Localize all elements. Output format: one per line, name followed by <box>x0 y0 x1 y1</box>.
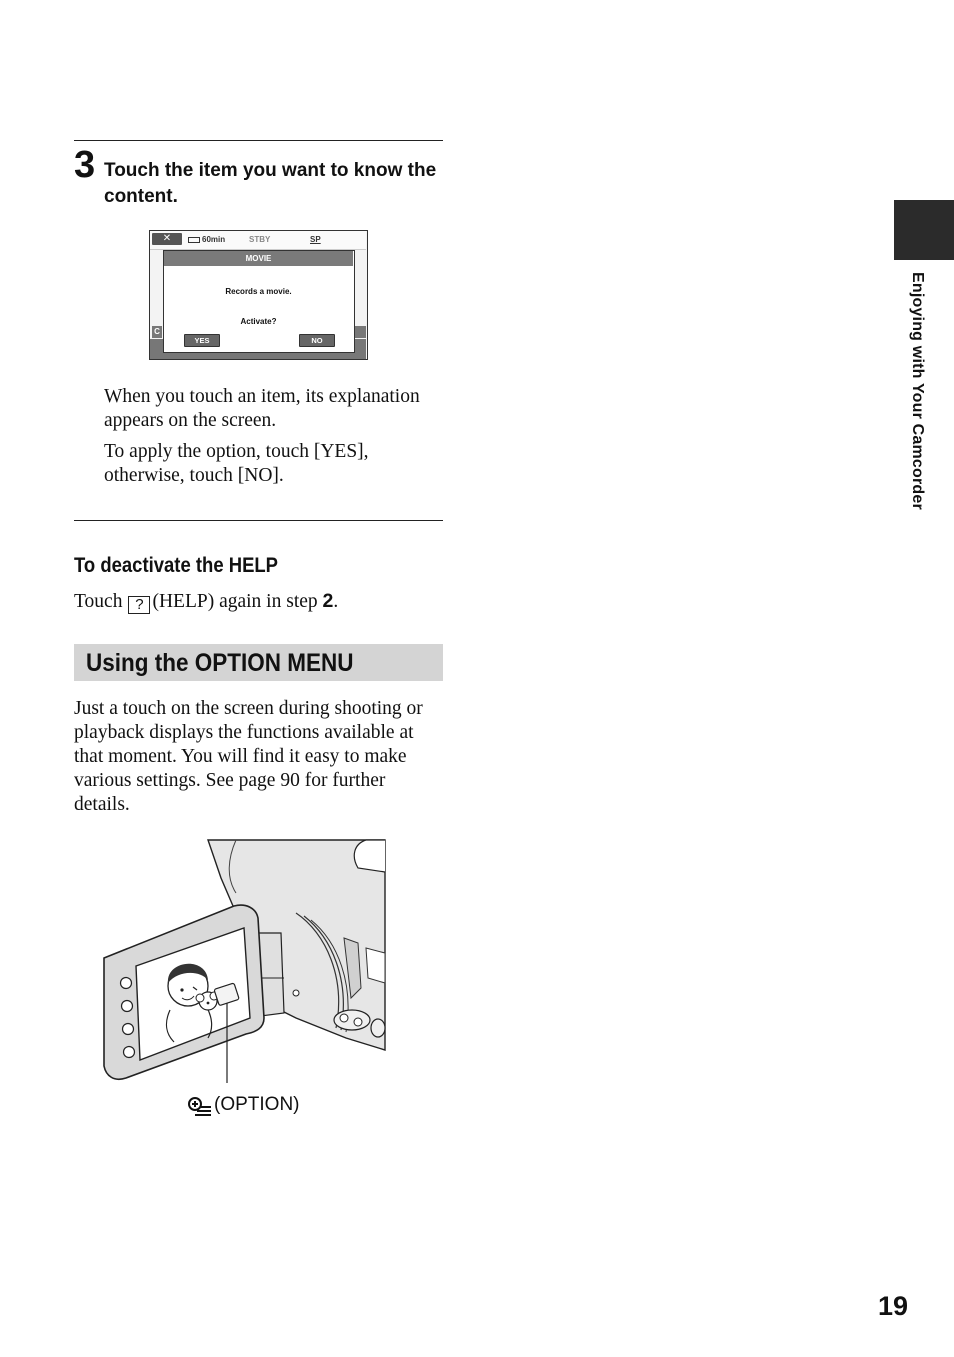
no-button: NO <box>299 334 335 347</box>
quality-indicator: SP <box>310 235 321 244</box>
section-header-band <box>74 644 443 681</box>
dialog-title: MOVIE <box>164 251 353 266</box>
section-divider <box>74 520 443 521</box>
battery-time: 60min <box>202 235 226 244</box>
page-number: 19 <box>878 1291 909 1321</box>
step-number: 3 <box>74 144 96 186</box>
option-icon <box>187 1097 213 1117</box>
chapter-tab-label: Enjoying with Your Camcorder <box>909 272 926 510</box>
chapter-tab-marker <box>894 200 954 260</box>
deactivate-text: Touch ? (HELP) again in step 2. <box>74 590 339 613</box>
step-instruction: Touch the item you want to know the content. <box>104 160 437 207</box>
option-menu-paragraph: Just a touch on the screen during shooting or playback displays the functions available at that moment. You will find it easy to make various settings. See page 90 for further details. <box>74 698 423 815</box>
help-icon: ? <box>128 596 150 614</box>
lcd-side-button-right <box>355 326 366 338</box>
explanation-paragraph-1: When you touch an item, its explanation appears on the screen. <box>104 386 420 431</box>
dialog-question: Activate? <box>240 317 277 326</box>
section-title: Using the OPTION MENU <box>86 649 354 677</box>
lcd-side-button: C <box>152 326 162 338</box>
deactivate-heading: To deactivate the HELP <box>74 554 279 577</box>
status-indicator: STBY <box>249 235 271 244</box>
lcd-status-bar <box>150 231 366 250</box>
top-divider <box>74 140 443 141</box>
close-icon: ✕ <box>152 233 182 245</box>
deactivate-text-after: (HELP) again in step <box>152 591 318 612</box>
yes-button: YES <box>184 334 220 347</box>
lcd-screen-illustration <box>149 230 368 360</box>
deactivate-text-before: Touch <box>74 591 123 612</box>
option-callout-label: (OPTION) <box>214 1094 300 1115</box>
step-reference: 2 <box>322 590 334 612</box>
dialog-message: Records a movie. <box>225 287 292 296</box>
camcorder-illustration <box>96 838 388 1083</box>
battery-icon <box>188 237 200 243</box>
help-dialog <box>163 250 355 353</box>
explanation-paragraph-2: To apply the option, touch [YES], otherwise, touch [NO]. <box>104 441 369 486</box>
